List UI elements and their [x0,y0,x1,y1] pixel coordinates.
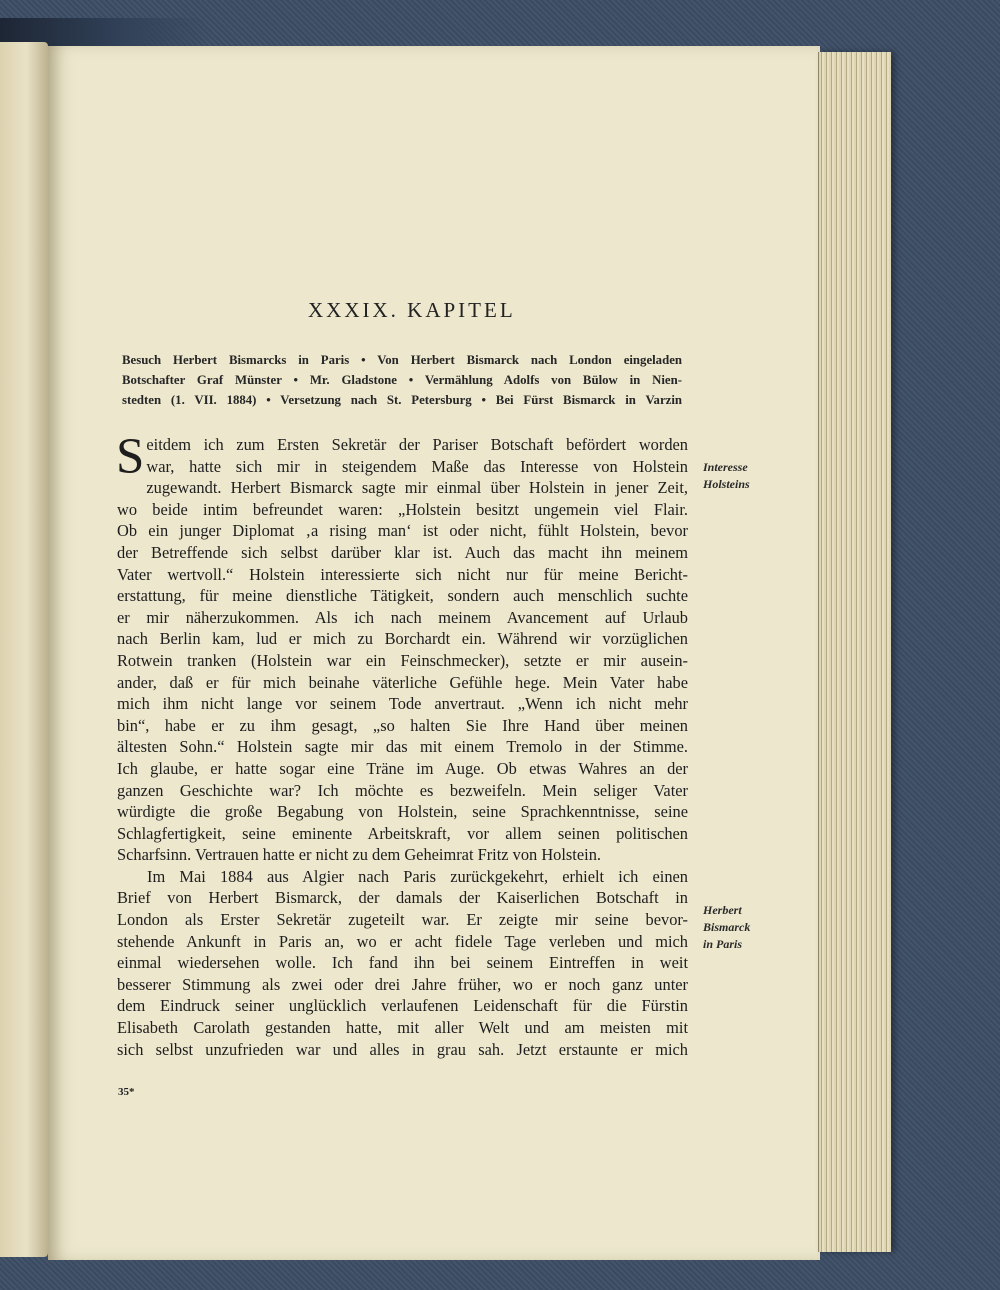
text-line: war, hatte sich mir in steigendem Maße das Interesse von Holstein [146,456,688,476]
page-edges [818,52,891,1252]
text-line: Rotwein tranken (Holstein war ein Feinschmecker), setzte er mir ausein- [117,650,688,670]
text-line: mich ihm nicht lange vor seinem Tode anvertraut. „Wenn ich nicht mehr [117,694,688,714]
margin-note-line: Herbert [703,903,742,917]
text-line: Ob ein junger Diplomat ‚a rising man‘ ist oder nicht, fühlt Holstein, bevor [117,521,688,541]
text-line: London als Erster Sekretär zugeteilt war. Er zeigte mir seine bevor- [117,910,688,930]
summary-line: Besuch Herbert Bismarcks in Paris • Von Herbert Bismarck nach London eingeladen [122,353,682,367]
chapter-title: XXXIX. KAPITEL [308,298,516,322]
text-line: er mir näherzukommen. Als ich nach meinem Avancement auf Urlaub [117,607,688,627]
text-line: zugewandt. Herbert Bismarck sagte mir einmal über Holstein in jener Zeit, [146,478,688,498]
margin-note-line: Interesse [703,460,748,474]
text-line: Ich glaube, er hatte sogar eine Träne im Auge. Ob etwas Wahres an der [117,758,688,778]
margin-note-interesse-holsteins [703,459,803,493]
summary-line: Botschafter Graf Münster • Mr. Gladstone • Vermählung Adolfs von Bülow in Nien- [122,373,682,387]
margin-note-line: Holsteins [703,477,750,491]
summary-line: stedten (1. VII. 1884) • Versetzung nach St. Petersburg • Bei Fürst Bismarck in Varzin [122,393,682,407]
text-line: einmal wiedersehen wolle. Ich fand ihn bei seinem Eintreffen in weit [117,953,688,973]
text-line: ältesten Sohn.“ Holstein sagte mir das mit einem Tremolo in der Stimme. [117,737,688,757]
chapter-summary [122,350,682,410]
text-line: dem Eindruck seiner unglücklich verlaufenen Leidenschaft für die Fürstin [117,996,688,1016]
text-line: ganzen Geschichte war? Ich möchte es bezweifeln. Mein seliger Vater [117,780,688,800]
text-line: bin“, habe er zu ihm gesagt, „so halten Sie Ihre Hand über meinen [117,715,688,735]
left-page-edge [0,42,48,1257]
text-line: der Betreffende sich selbst darüber klar ist. Auch das macht ihn meinem [117,542,688,562]
text-line: nach Berlin kam, lud er mich zu Borchardt ein. Während wir vorzüglichen [117,629,688,649]
text-line: Brief von Herbert Bismarck, der damals der Kaiserlichen Botschaft in [117,888,688,908]
text-line: eitdem ich zum Ersten Sekretär der Pariser Botschaft befördert worden [146,435,688,454]
body-text [116,429,688,1060]
text-line: Elisabeth Carolath gestanden hatte, mit aller Welt und am meisten mit [117,1018,688,1038]
text-line: würdigte die große Begabung von Holstein, seine Sprachkenntnisse, seine [117,802,688,822]
margin-note-line: Bismarck [703,920,751,934]
text-line: sich selbst unzufrieden war und alles in grau sah. Jetzt erstaunte er mich [117,1039,688,1059]
text-line: erstattung, für meine dienstliche Tätigkeit, sondern auch menschlich suchte [117,586,688,606]
text-line: wo beide intim befreundet waren: „Holstein besitzt ungemein viel Flair. [117,499,688,519]
margin-note-herbert-bismarck [703,902,803,953]
text-line: stehende Ankunft in Paris an, wo er acht fidele Tage verleben und mich [117,931,688,951]
margin-note-line: in Paris [703,937,743,951]
signature-mark: 35* [118,1086,135,1098]
drop-cap: S [116,429,145,485]
text-line: Vater wertvoll.“ Holstein interessierte sich nicht nur für meine Bericht- [117,564,688,584]
text-line: ander, daß er für mich beinahe väterliche Gefühle hege. Mein Vater habe [117,672,688,692]
text-line: Scharfsinn. Vertrauen hatte er nicht zu dem Geheimrat Fritz von Holstein. [117,845,601,865]
text-line: Im Mai 1884 aus Algier nach Paris zurückgekehrt, erhielt ich einen [147,866,688,886]
text-line: Schlagfertigkeit, seine eminente Arbeitskraft, vor allem seinen politischen [117,823,688,843]
text-line: besserer Stimmung als zwei oder drei Jahre früher, wo er noch ganz unter [117,974,688,994]
